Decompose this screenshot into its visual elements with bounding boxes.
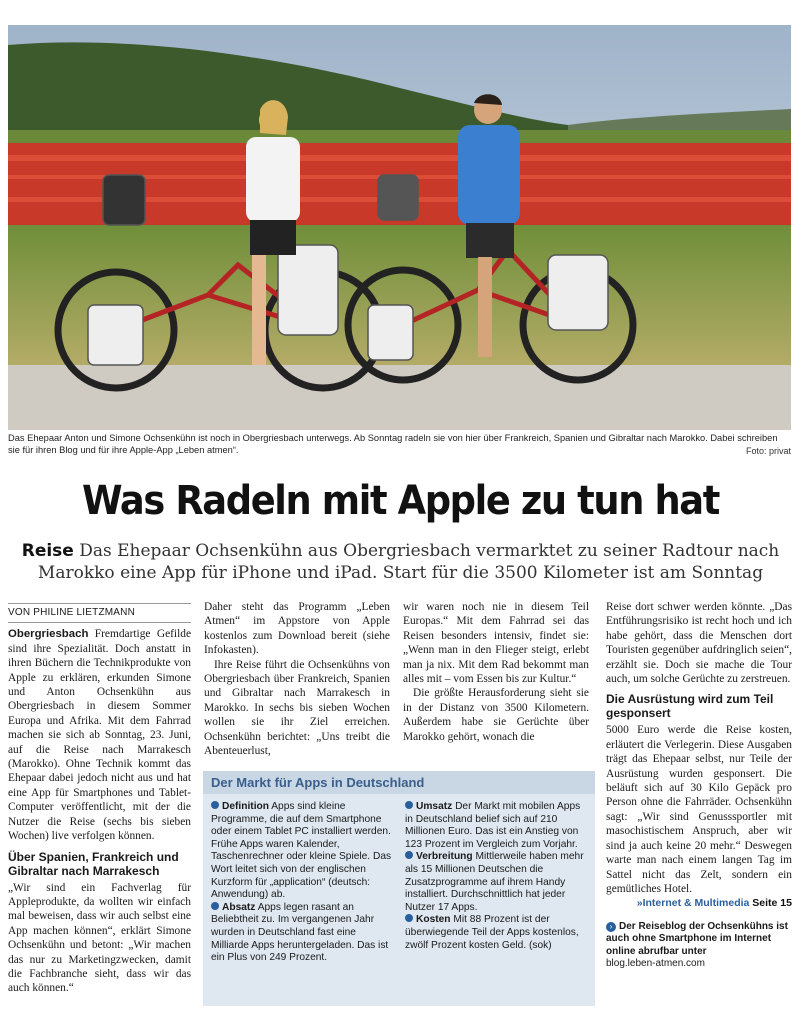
info-item-term: Kosten bbox=[416, 914, 451, 926]
info-box-column-1 bbox=[211, 801, 393, 965]
article-column-1 bbox=[8, 603, 191, 996]
section-subhead: Die Ausrüstung wird zum Teil gesponsert bbox=[606, 692, 774, 721]
info-item-term: Umsatz bbox=[416, 801, 453, 812]
info-item-term: Definition bbox=[222, 801, 269, 812]
bullet-icon bbox=[405, 851, 413, 859]
byline: VON PHILINE LIETZMANN bbox=[8, 603, 191, 623]
info-item-text: Der Markt mit mobilen Apps in Deutschland belief sich auf 210 Millionen Euro. Das ist ein Anstieg von 123 Prozent im Vergleich zum Vorjahr. bbox=[405, 801, 581, 850]
info-item bbox=[405, 851, 587, 914]
info-item bbox=[405, 801, 587, 851]
paragraph: Ihre Reise führt die Ochsenkühns von Obergriesbach über Frankreich, Spanien und Gibraltar nach Marrakesch in Marokko. In sechs bis sieben Wochen wollen sie ihr Ziel erreichen. Ochsenkühn berichtet: „Uns treibt die Abenteuerlust, bbox=[204, 658, 390, 758]
ref-page: Seite 15 bbox=[752, 897, 792, 910]
blog-url: blog.leben-atmen.com bbox=[606, 958, 705, 970]
bullet-icon bbox=[211, 801, 219, 809]
article-photo bbox=[8, 25, 791, 430]
section-subhead: Über Spanien, Frankreich und Gibraltar nach Marrakesch bbox=[8, 849, 179, 878]
photo-caption: Das Ehepaar Anton und Simone Ochsenkühn ist noch in Obergriesbach unterwegs. Ab Sonntag radeln sie von hier über Frankreich, Spanien und Gibraltar nach Marokko. Dabei schreiben sie für ihren Blog und für ihre Apple-App „Leben atmen“. bbox=[8, 433, 778, 455]
bullet-icon bbox=[405, 801, 413, 809]
paragraph: Daher steht das Programm „Leben Atmen“ im Appstore von Apple kostenlos zum Download bereit (siehe Infokasten). bbox=[204, 601, 390, 657]
bullet-icon bbox=[405, 914, 413, 922]
cyclists-photo-illustration bbox=[8, 25, 791, 430]
info-box bbox=[203, 771, 595, 1006]
info-box-title: Der Markt für Apps in Deutschland bbox=[203, 771, 595, 794]
ref-label: »Internet & Multimedia bbox=[636, 897, 750, 910]
paragraph: wir waren noch nie in diesem Teil Europas.“ Mit dem Fahrrad sei das Reisen besonders intensiv, findet sie: „Wenn man in den Flieger steigt, erlebt man ja nix. Mit dem Rad bekommt man alles mit – vom Essen bis zur Kultur.“ bbox=[403, 601, 589, 686]
article-column-4 bbox=[606, 600, 792, 971]
info-item bbox=[211, 801, 393, 902]
article-column-2 bbox=[204, 600, 390, 758]
info-item-text: Apps sind kleine Programme, die auf dem Smartphone oder einem Tablet PC installiert werden. Frühe Apps waren Kalender, Taschenrechner oder kleine Spiele. Das Wort leitet sich von der englischen Kurzform für „application“ (deutsch: Anwendung) ab. bbox=[211, 801, 392, 901]
info-item-term: Verbreitung bbox=[416, 851, 473, 863]
bullet-icon bbox=[211, 902, 219, 910]
info-box-column-2 bbox=[405, 801, 587, 952]
info-item bbox=[405, 914, 587, 952]
subhead-kicker: Reise bbox=[21, 541, 74, 561]
arrow-right-icon: › bbox=[606, 922, 616, 932]
info-item-text: Apps legen rasant an Beliebtheit zu. Im vergangenen Jahr wurden in Deutschland fast eine Milliarde Apps heruntergeladen. Das ist ein Plus von 249 Prozent. bbox=[211, 901, 389, 964]
paragraph-text: Fremdartige Gefilde sind ihre Spezialität. Doch anstatt in ihren Büchern die Technikprodukte von Apple zu erklären, erkunden Simone und Anton Ochsenkühn aus Obergriesbach in diesem Sommer Europa und Afrika. Mit dem Fahrrad machen sie sich ab Sonntag, 23. Juni, auf die Reise nach Marrakesch (Marokko). Ohne Technik kommt das Ehepaar dabei jedoch nicht aus und hat eine App für Smartphones und Tablet-Computer veröffentlicht, mit der die Nutzer die Reise (sechs bis sieben Wochen) live verfolgen können. bbox=[8, 628, 191, 843]
paragraph: 5000 Euro werde die Reise kosten, erläutert die Verlegerin. Diese Ausgaben trägt das Ehepaar selbst, nur Teile der Ausrüstung wurden gesponsert. Die beläuft sich auf 30 Kilo Gepäck pro Person ohne die Fahrräder. Ochsenkühn sagt: „Wir sind Genusssportler mit masochistischem Anspruch, aber wir sind ja auch keine 20 mehr.“ Deswegen warte man nach einem langen Tag im Sattel nicht das Zelt, sondern ein gemütliches Hotel. bbox=[606, 724, 792, 895]
paragraph: Die größte Herausforderung sieht sie in der Distanz von 3500 Kilometern. Außerdem habe sie Gerüchte über Marokko gehört, wonach die bbox=[403, 687, 589, 743]
blog-note bbox=[606, 921, 792, 971]
paragraph bbox=[8, 627, 191, 843]
subhead-text: Das Ehepaar Ochsenkühn aus Obergriesbach vermarktet zu seiner Radtour nach Marokko eine App für iPhone und iPad. Start für die 3500 Kilometer ist am Sonntag bbox=[37, 541, 780, 583]
paragraph: Reise dort schwer werden könnte. „Das Entführungsrisiko ist recht hoch und ich habe gehört, dass die Menschen dort Touristen gegenüber aufdringlich seien“, erzählt sie. Doch sie mache die Tour auch, um solche Gerüchte zu zerstreuen. bbox=[606, 601, 792, 686]
cross-reference bbox=[606, 896, 792, 910]
info-item bbox=[211, 902, 393, 965]
headline: Was Radeln mit Apple zu tun hat bbox=[82, 478, 719, 524]
info-item-text: Mit 88 Prozent ist der überwiegende Teil der Apps kostenlos, zwölf Prozent kosten Geld. (sok) bbox=[405, 914, 579, 951]
photo-credit: Foto: privat bbox=[745, 446, 791, 456]
paragraph: „Wir sind ein Fachverlag für Appleprodukte, da wollten wir einfach mal beweisen, dass wir auch selbst eine App machen können“, erklärt Simone Ochsenkühn und betont: „Wir machen das nur zu Marketingzwecken, damit die Fachbranche sieht, dass wir das auch können.“ bbox=[8, 881, 191, 995]
article-column-3 bbox=[403, 600, 589, 744]
info-item-text: Mittlerweile haben mehr als 15 Millionen Deutschen die Zusatzprogramme auf ihrem Handy installiert. Durchschnittlich hat jeder Nutzer 17 Apps. bbox=[405, 851, 584, 913]
dateline: Obergriesbach bbox=[8, 628, 89, 641]
info-item-term: Absatz bbox=[222, 901, 256, 913]
subheadline bbox=[20, 540, 781, 584]
blog-text: Der Reiseblog der Ochsenkühns ist auch ohne Smartphone im Internet online abrufbar unter bbox=[606, 920, 788, 957]
